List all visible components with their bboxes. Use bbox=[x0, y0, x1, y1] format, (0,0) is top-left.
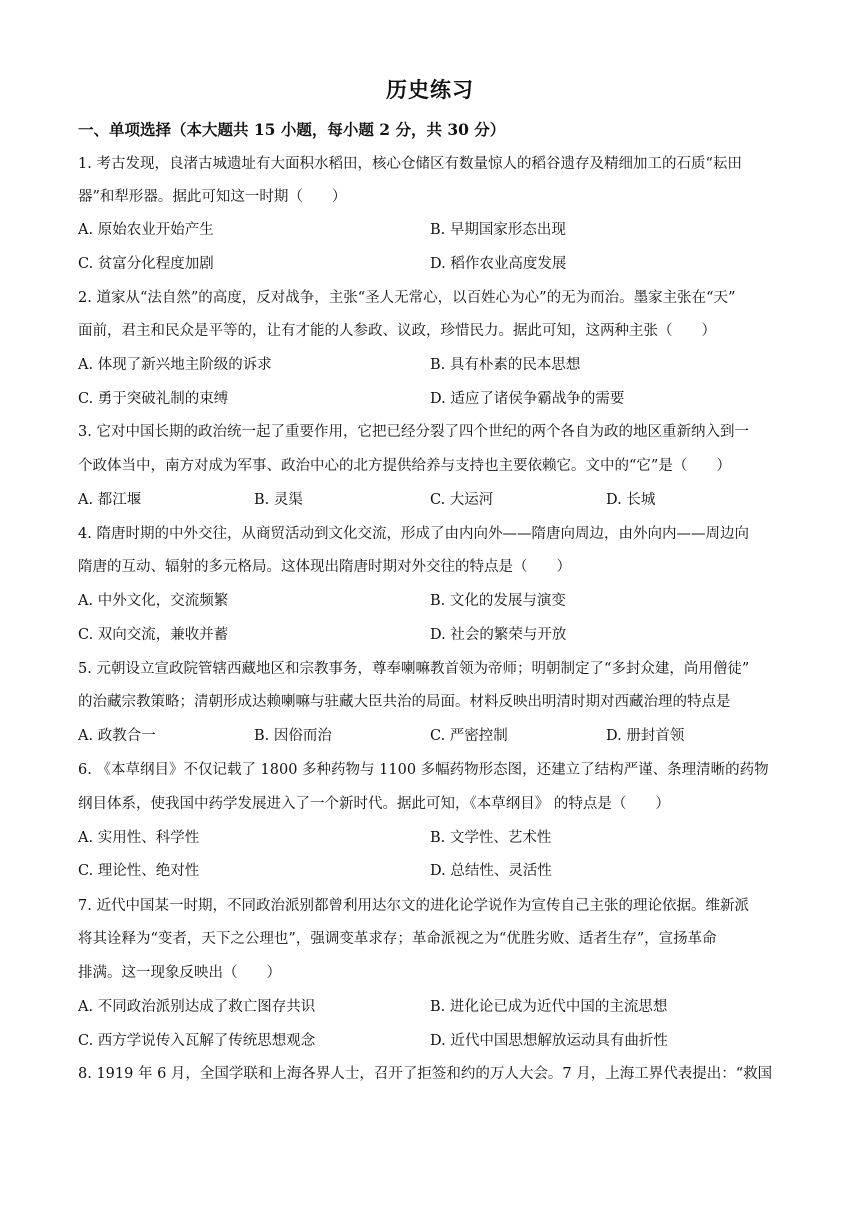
question-7-line-2: 将其诠释为“变者，天下之公理也”，强调变革求存；革命派视之为“优胜劣败、适者生存”，宣扬革命 bbox=[78, 931, 717, 947]
question-6-option-c: C. 理论性、绝对性 bbox=[78, 863, 200, 879]
question-3-option-b: B. 灵渠 bbox=[254, 492, 303, 508]
question-7-option-c: C. 西方学说传入瓦解了传统思想观念 bbox=[78, 1033, 316, 1049]
question-6-option-d: D. 总结性、灵活性 bbox=[430, 863, 552, 879]
question-4-option-d: D. 社会的繁荣与开放 bbox=[430, 627, 567, 643]
question-4-option-b: B. 文化的发展与演变 bbox=[430, 593, 566, 609]
question-5-option-d: D. 册封首领 bbox=[606, 728, 685, 744]
question-3-option-a: A. 都江堰 bbox=[78, 492, 142, 508]
question-2-option-b: B. 具有朴素的民本思想 bbox=[430, 357, 581, 373]
question-7-option-b: B. 进化论已成为近代中国的主流思想 bbox=[430, 999, 668, 1015]
question-2-option-d: D. 适应了诸侯争霸战争的需要 bbox=[430, 391, 625, 407]
question-7-option-d: D. 近代中国思想解放运动具有曲折性 bbox=[430, 1033, 668, 1049]
page-title: 历史练习 bbox=[386, 77, 474, 102]
question-8-line-1: 8. 1919 年 6 月，全国学联和上海各界人士，召开了拒签和约的万人大会。7 月，上海工界代表提出：“救国 bbox=[78, 1066, 773, 1082]
question-1-option-c: C. 贫富分化程度加剧 bbox=[78, 256, 214, 272]
question-2-option-a: A. 体现了新兴地主阶级的诉求 bbox=[78, 357, 272, 373]
question-5-line-2: 的治藏宗教策略；清朝形成达赖喇嘛与驻藏大臣共治的局面。材料反映出明清时期对西藏治理的特点是 bbox=[78, 694, 731, 710]
question-6-line-1: 6. 《本草纲目》不仅记载了 1800 多种药物与 1100 多幅药物形态图，还建立了结构严谨、条理清晰的药物 bbox=[78, 762, 769, 778]
question-3-line-2: 个政体当中，南方对成为军事、政治中心的北方提供给养与支持也主要依赖它。文中的“它”是（ ） bbox=[78, 458, 731, 474]
question-5-line-1: 5. 元朝设立宣政院管辖西藏地区和宗教事务，尊奉喇嘛教首领为帝师；明朝制定了“多封众建，尚用僧徒” bbox=[78, 661, 750, 677]
question-4-option-c: C. 双向交流，兼收并蓄 bbox=[78, 627, 229, 643]
question-3-option-d: D. 长城 bbox=[606, 492, 656, 508]
question-4-line-2: 隋唐的互动、辐射的多元格局。这体现出隋唐时期对外交往的特点是（ ） bbox=[78, 559, 571, 575]
question-2-option-c: C. 勇于突破礼制的束缚 bbox=[78, 391, 229, 407]
question-1-option-a: A. 原始农业开始产生 bbox=[78, 222, 214, 238]
question-5-option-a: A. 政教合一 bbox=[78, 728, 156, 744]
question-1-line-1: 1. 考古发现，良渚古城遗址有大面积水稻田，核心仓储区有数量惊人的稻谷遗存及精细加工的石质“耘田 bbox=[78, 156, 742, 172]
question-7-line-3: 排满。这一现象反映出（ ） bbox=[78, 965, 281, 981]
question-3-line-1: 3. 它对中国长期的政治统一起了重要作用，它把已经分裂了四个世纪的两个各自为政的地区重新纳入到一 bbox=[78, 424, 749, 440]
question-2-line-1: 2. 道家从“法自然”的高度，反对战争，主张“圣人无常心，以百姓心为心”的无为而治。墨家主张在“天” bbox=[78, 290, 736, 306]
section-heading: 一、单项选择（本大题共 15 小题，每小题 2 分，共 30 分） bbox=[78, 120, 506, 139]
question-7-option-a: A. 不同政治派别达成了救亡图存共识 bbox=[78, 999, 316, 1015]
question-7-line-1: 7. 近代中国某一时期，不同政治派别都曾利用达尔文的进化论学说作为宣传自己主张的理论依据。维新派 bbox=[78, 898, 749, 914]
question-6-option-a: A. 实用性、科学性 bbox=[78, 830, 200, 846]
question-2-line-2: 面前，君主和民众是平等的，让有才能的人参政、议政，珍惜民力。据此可知，这两种主张（ ） bbox=[78, 323, 716, 339]
question-1-line-2: 器”和犁形器。据此可知这一时期（ ） bbox=[78, 189, 347, 205]
question-1-option-b: B. 早期国家形态出现 bbox=[430, 222, 566, 238]
question-1-option-d: D. 稻作农业高度发展 bbox=[430, 256, 567, 272]
question-4-option-a: A. 中外文化，交流频繁 bbox=[78, 593, 229, 609]
question-6-line-2: 纲目体系，使我国中药学发展进入了一个新时代。据此可知，《本草纲目》 的特点是（ ） bbox=[78, 796, 670, 812]
question-5-option-c: C. 严密控制 bbox=[430, 728, 508, 744]
question-3-option-c: C. 大运河 bbox=[430, 492, 494, 508]
question-6-option-b: B. 文学性、艺术性 bbox=[430, 830, 552, 846]
question-5-option-b: B. 因俗而治 bbox=[254, 728, 332, 744]
question-4-line-1: 4. 隋唐时期的中外交往，从商贸活动到文化交流，形成了由内向外——隋唐向周边，由外向内——周边向 bbox=[78, 526, 749, 542]
